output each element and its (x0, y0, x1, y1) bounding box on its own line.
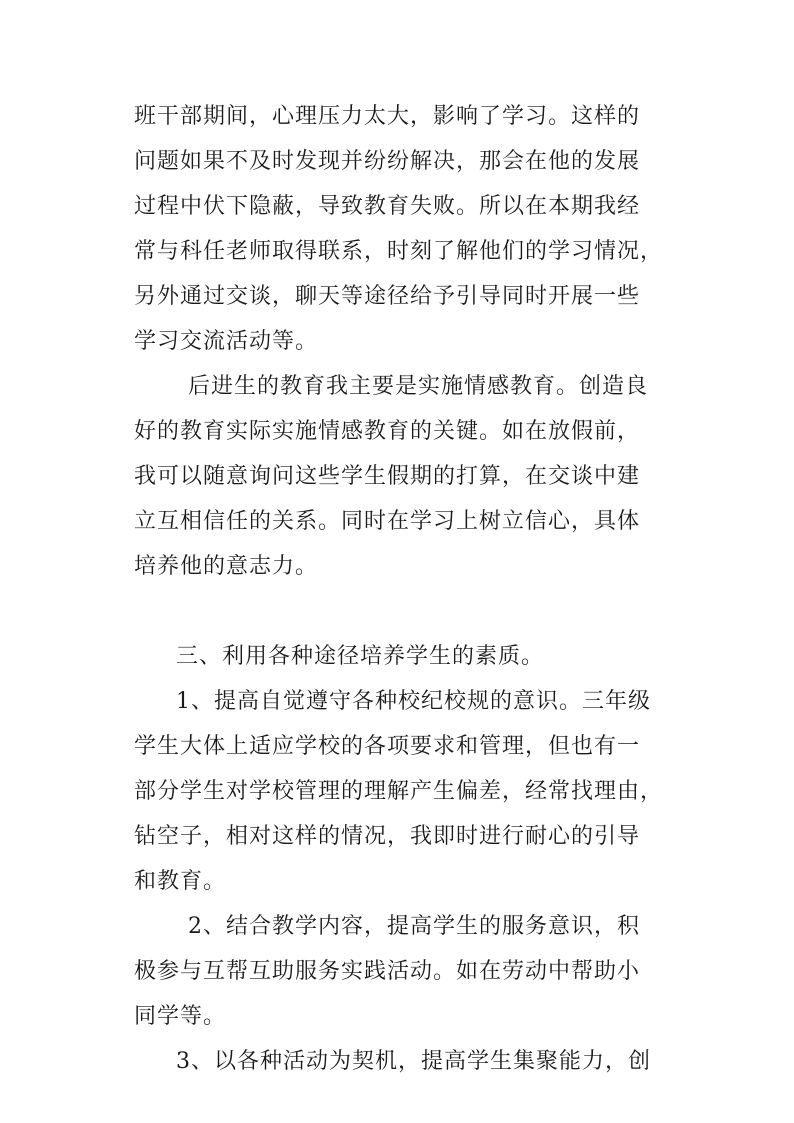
section-heading: 三、利用各种途径培养学生的素质。 (176, 644, 545, 669)
item-3-line-1: 3、以各种活动为契机，提高学生集聚能力，创 (176, 1049, 651, 1074)
paragraph-1-line-6: 学习交流活动等。 (134, 329, 319, 354)
item-2-line-1: 2、结合教学内容，提高学生的服务意识，积 (188, 914, 640, 939)
item-1-line-4: 钻空子，相对这样的情况，我即时进行耐心的引导 (134, 824, 641, 849)
paragraph-2-line-5: 培养他的意志力。 (134, 554, 319, 579)
item-1-line-5: 和教育。 (134, 869, 227, 894)
paragraph-1-line-3: 过程中伏下隐蔽，导致教育失败。所以在本期我经 (134, 194, 641, 219)
paragraph-1-line-4: 常与科任老师取得联系，时刻了解他们的学习情况， (134, 239, 664, 264)
item-2-line-3: 同学等。 (134, 1004, 227, 1029)
paragraph-2-line-4: 立互相信任的关系。同时在学习上树立信心，具体 (134, 509, 641, 534)
paragraph-1-line-2: 问题如果不及时发现并纷纷解决，那会在他的发展 (134, 149, 641, 174)
paragraph-2-line-3: 我可以随意询问这些学生假期的打算，在交谈中建 (134, 464, 641, 489)
paragraph-2-line-1: 后进生的教育我主要是实施情感教育。创造良 (188, 374, 649, 399)
paragraph-2-line-2: 好的教育实际实施情感教育的关键。如在放假前， (134, 419, 641, 444)
item-2-line-2: 极参与互帮互助服务实践活动。如在劳动中帮助小 (134, 959, 641, 984)
paragraph-1-line-5: 另外通过交谈，聊天等途径给予引导同时开展一些 (134, 284, 641, 309)
item-1-line-3: 部分学生对学校管理的理解产生偏差，经常找理由， (134, 779, 664, 804)
item-1-line-1: 1、提高自觉遵守各种校纪校规的意识。三年级 (176, 689, 651, 714)
item-1-line-2: 学生大体上适应学校的各项要求和管理，但也有一 (134, 734, 641, 759)
paragraph-1-line-1: 班干部期间，心理压力太大，影响了学习。这样的 (134, 104, 641, 129)
